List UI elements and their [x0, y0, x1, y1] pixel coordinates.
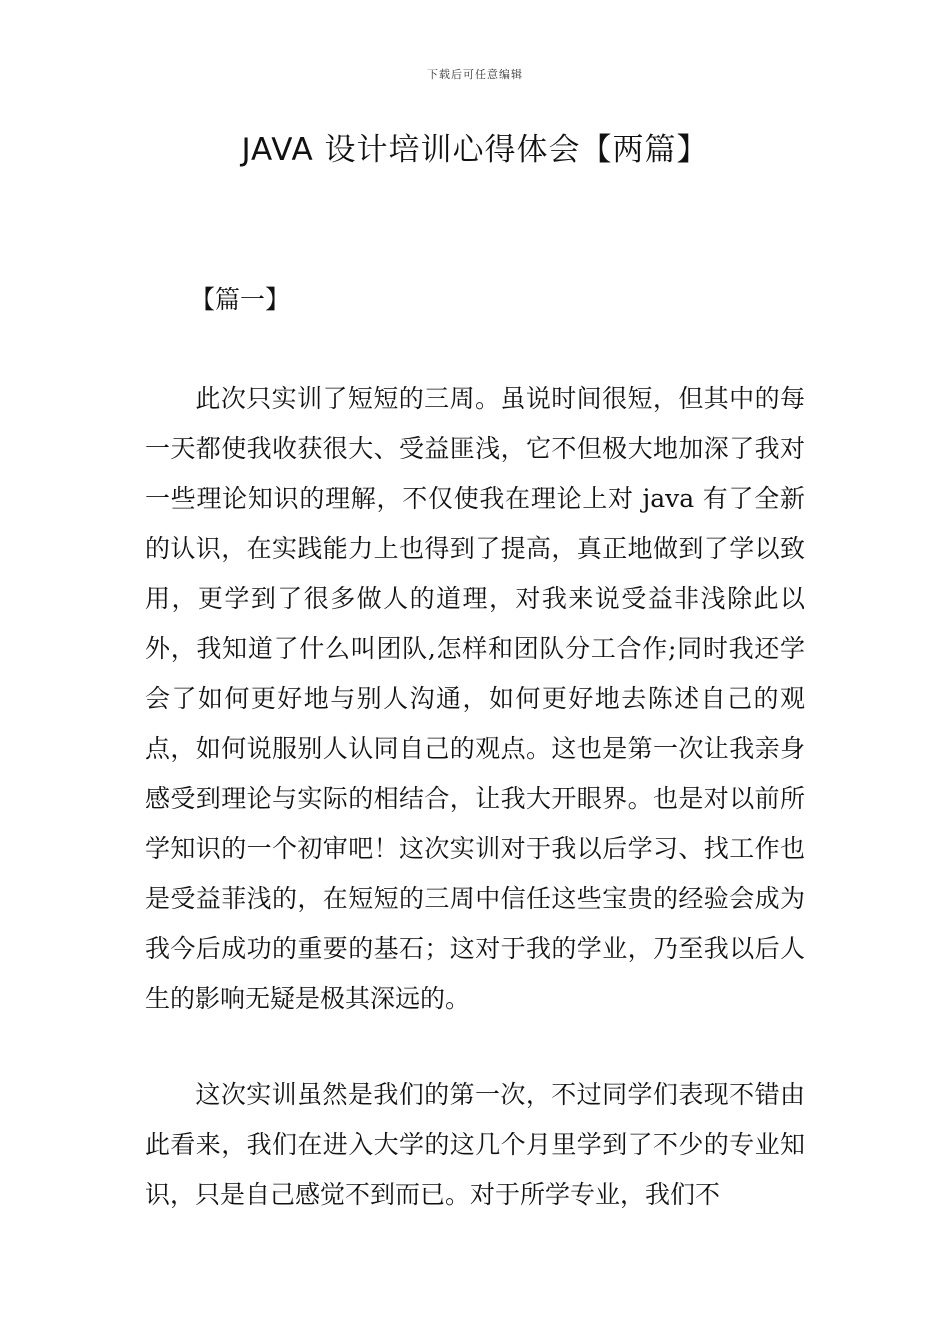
paragraph-2-text: 这次实训虽然是我们的第一次，不过同学们表现不错由此看来，我们在进入大学的这几个月里学到了不少的专业知识，只是自己感觉不到而已。对于所学专业，我们不 [145, 1080, 805, 1209]
paragraph-2 [145, 1070, 805, 1220]
paragraph-1-text: 此次只实训了短短的三周。虽说时间很短，但其中的每一天都使我收获很大、受益匪浅，它不但极大地加深了我对一些理论知识的理解，不仅使我在理论上对 java 有了全新的认识，在实践能力上也得到了提高，真正地做到了学以致用，更学到了很多做人的道理，对我来说受益非浅除此以外，我知道了什么叫团队,怎样和团队分工合作;同时我还学会了如何更好地与别人沟通，如何更好地去陈述自己的观点，如何说服别人认同自己的观点。这也是第一次让我亲身感受到理论与实际的相结合，让我大开眼界。也是对以前所学知识的一个初审吧！这次实训对于我以后学习、找工作也是受益菲浅的，在短短的三周中信任这些宝贵的经验会成为我今后成功的重要的基石；这对于我的学业，乃至我以后人生的影响无疑是极其深远的。 [145, 384, 805, 1013]
paragraph-1 [145, 374, 805, 1024]
document-title: JAVA 设计培训心得体会【两篇】 [241, 132, 709, 168]
header-note: 下载后可任意编辑 [427, 68, 523, 81]
section-label: 【篇一】 [190, 285, 291, 314]
